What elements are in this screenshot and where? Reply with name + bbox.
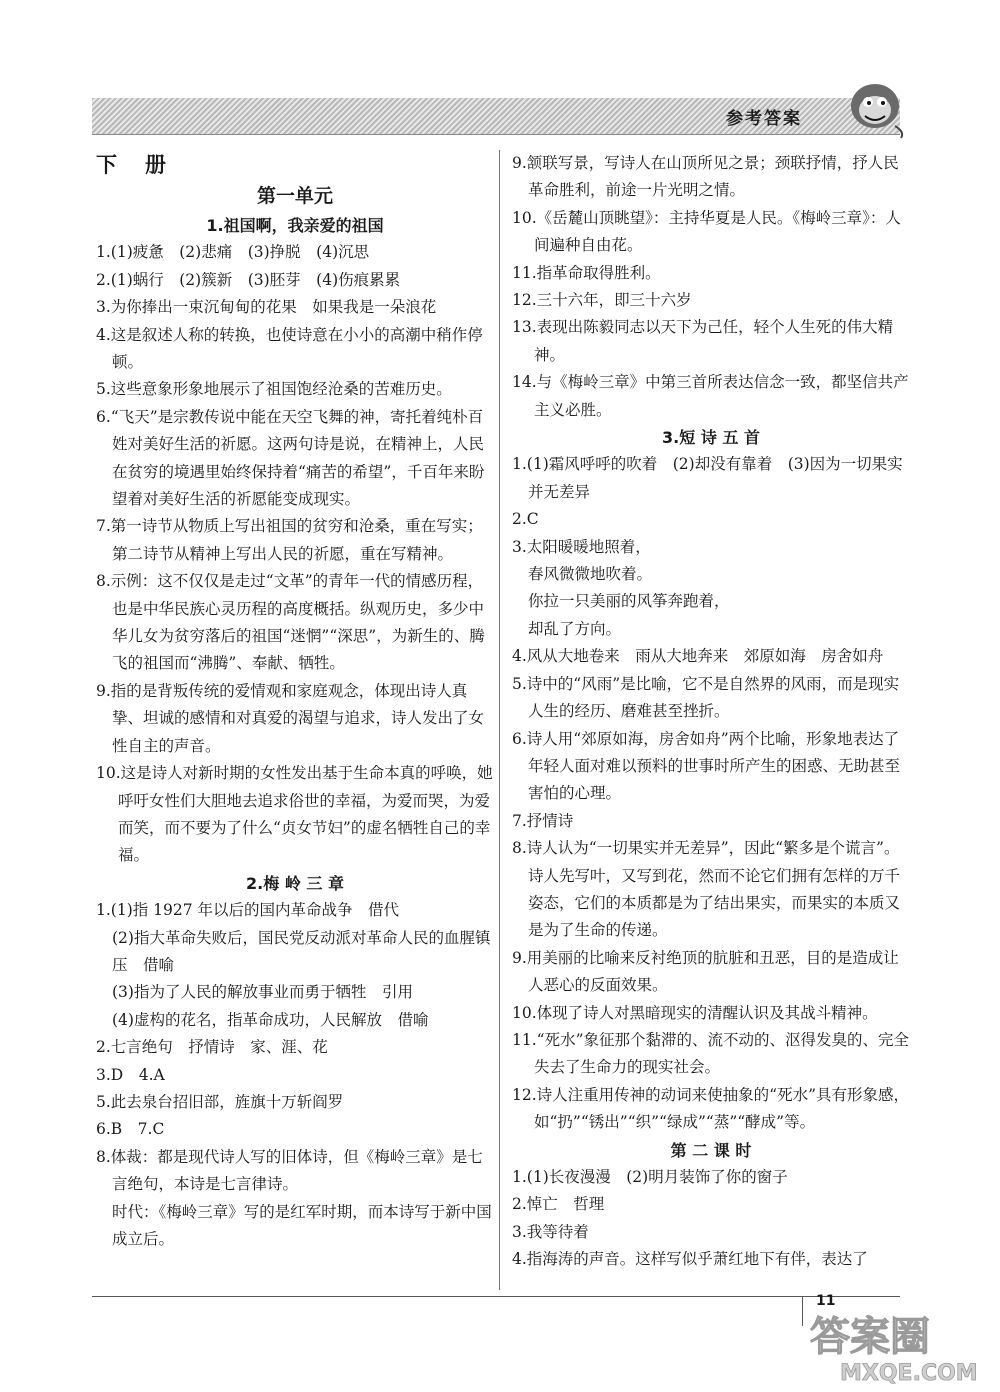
answer-item: 10.这是诗人对新时期的女性发出基于生命本真的呼唤，她呼吁女性们大胆地去追求俗世的幸福，为爱而哭，为爱而笑，而不要为了什么“贞女节妇”的虚名牺牲自己的幸福。 <box>96 764 493 865</box>
answer-item: 4.这是叙述人称的转换，也使诗意在小小的高潮中稍作停顿。 <box>96 325 483 372</box>
right-column <box>512 150 910 1274</box>
answer-item: (2)指大革命失败后，国民党反动派对革命人民的血腥镇压 借喻 <box>112 928 491 974</box>
svg-text:答案圈: 答案圈 <box>810 1314 930 1360</box>
left-column <box>96 150 494 1253</box>
answer-item: (4)虚构的花名，指革命成功，人民解放 借喻 <box>112 1010 429 1029</box>
mascot-logo <box>835 72 915 142</box>
answer-item: 1.(1)长夜漫漫 (2)明月装饰了你的窗子 <box>512 1168 788 1186</box>
section-title: 1.祖国啊，我亲爱的祖国 <box>206 216 384 235</box>
section-1 <box>96 212 494 870</box>
section-2 <box>96 870 494 1254</box>
answer-item: 2.C <box>512 510 539 529</box>
answer-item: 春风微微地吹着。 <box>528 565 653 584</box>
answer-item: 9.指的是背叛传统的爱情观和家庭观念，体现出诗人真挚、坦诚的感情和对真爱的渴望与追求，诗人发出了女性自主的声音。 <box>96 681 485 755</box>
answer-item: 3.太阳暖暖地照着， <box>512 537 651 556</box>
answer-item: 2.(1)蜗行 (2)簇新 (3)胚芽 (4)伤痕累累 <box>96 270 401 289</box>
answer-item: 5.此去泉台招旧部，旌旗十万斩阎罗 <box>96 1092 344 1111</box>
section-title: 第 二 课 时 <box>670 1140 752 1160</box>
header-title: 参考答案 <box>726 109 802 129</box>
answer-item: 3.我等待着 <box>512 1222 589 1241</box>
answer-item: 6.B 7.C <box>96 1120 165 1139</box>
answer-item: 11.指革命取得胜利。 <box>512 263 661 282</box>
answer-item: 10.体现了诗人对黑暗现实的清醒认识及其战斗精神。 <box>512 1003 878 1022</box>
answer-item: 12.诗人注重用传神的动词来使抽象的“死水”具有形象感，如“扔”“锈出”“织”“绿成”“蒸”“酵成”等。 <box>512 1085 910 1132</box>
answer-item: 8.诗人认为“一切果实并无差异”，因此“繁多是个谎言”。诗人先写叶，又写到花，然而不论它们拥有怎样的万千姿态，它们的本质都是为了结出果实，而果实的本质又是为了生命的传递。 <box>512 839 901 940</box>
answer-item: 4.指海涛的声音。这样写似乎萧红地下有伴，表达了 <box>512 1250 868 1269</box>
section-3 <box>512 424 910 1137</box>
section-title: 2.梅 岭 三 章 <box>246 873 344 893</box>
watermark-logo <box>800 1300 980 1386</box>
column-divider <box>499 150 500 1290</box>
answer-item: 却乱了方向。 <box>528 619 622 638</box>
answer-item: 5.诗中的“风雨”是比喻，它不是自然界的风雨，而是现实人生的经历、磨难甚至挫折。 <box>512 674 900 721</box>
answer-item: 2.悼亡 哲理 <box>512 1195 605 1214</box>
answer-item: 7.抒情诗 <box>512 811 574 830</box>
answer-item: 10.《岳麓山顶眺望》：主持华夏是人民。《梅岭三章》：人间遍种自由花。 <box>512 208 901 255</box>
page-number: 11 <box>816 1293 836 1309</box>
footer-rule <box>92 1296 900 1297</box>
answer-item: 8.示例：这不仅仅是走过“文革”的青年一代的情感历程，也是中华民族心灵历程的高度概括。纵观历史，多少中华儿女为贫穷落后的祖国“迷惘”“深思”，为新生的、腾飞的祖国而“沸腾”、奉献、牺牲。 <box>96 572 485 673</box>
answer-item: 7.第一诗节从物质上写出祖国的贫穷和沧桑，重在写实；第二诗节从精神上写出人民的祈愿，重在写精神。 <box>96 517 483 563</box>
block-continued <box>512 150 910 424</box>
answer-item: 9.颔联写景，写诗人在山顶所见之景；颈联抒情，抒人民革命胜利，前途一片光明之情。 <box>512 154 899 200</box>
answer-item: 3.为你捧出一束沉甸甸的花果 如果我是一朵浪花 <box>96 298 437 317</box>
answer-item: (3)指为了人民的解放事业而勇于牺牲 引用 <box>112 983 413 1002</box>
answer-item: 12.三十六年，即三十六岁 <box>512 291 692 310</box>
answer-item: 11.“死水”象征那个黏滞的、流不动的、沤得发臭的、完全失去了生命力的现实社会。 <box>512 1030 910 1077</box>
answer-item: 14.与《梅岭三章》中第三首所表达信念一致，都坚信共产主义必胜。 <box>512 373 909 419</box>
section-title: 3.短 诗 五 首 <box>662 428 760 448</box>
answer-item: 时代：《梅岭三章》写的是红军时期，而本诗写于新中国成立后。 <box>112 1202 492 1248</box>
section-lesson-2 <box>512 1137 910 1274</box>
answer-item: 1.(1)霜风呼呼的吹着 (2)却没有靠着 (3)因为一切果实并无差异 <box>512 455 903 501</box>
answer-item: 2.七言绝句 抒情诗 家、涯、花 <box>96 1038 328 1057</box>
answer-item: 你拉一只美丽的风筝奔跑着， <box>528 592 730 611</box>
answer-item: 6.“飞天”是宗教传说中能在天空飞舞的神，寄托着纯朴百姓对美好生活的祈愿。这两句诗是说，在精神上，人民在贫穷的境遇里始终保持着“痛苦的希望”，千百年来盼望着对美好生活的祈愿能变成现实。 <box>96 407 485 509</box>
answer-item: 1.(1)指 1927 年以后的国内革命战争 借代 <box>96 901 400 920</box>
answer-item: 9.用美丽的比喻来反衬绝顶的肮脏和丑恶，目的是造成让人恶心的反面效果。 <box>512 948 899 995</box>
answer-item: 4.风从大地卷来 雨从大地奔来 郊原如海 房舍如舟 <box>512 647 884 666</box>
answer-item: 13.表现出陈毅同志以天下为己任，轻个人生死的伟大精神。 <box>512 318 894 364</box>
answer-item: 6.诗人用“郊原如海，房舍如舟”两个比喻，形象地表达了年轻人面对难以预料的世事时所产生的困惑、无助甚至害怕的心理。 <box>512 729 901 803</box>
svg-text:MXQE.COM: MXQE.COM <box>840 1361 978 1386</box>
answer-item: 8.体裁：都是现代诗人写的旧体诗，但《梅岭三章》是七言绝句，本诗是七言律诗。 <box>96 1147 483 1194</box>
answer-item: 3.D 4.A <box>96 1065 165 1084</box>
answer-item: 5.这些意象形象地展示了祖国饱经沧桑的苦难历史。 <box>96 380 452 399</box>
unit-title: 第一单元 <box>256 185 333 207</box>
answer-item: 1.(1)疲惫 (2)悲痛 (3)挣脱 (4)沉思 <box>96 243 370 262</box>
volume-title: 下册 <box>96 153 194 177</box>
